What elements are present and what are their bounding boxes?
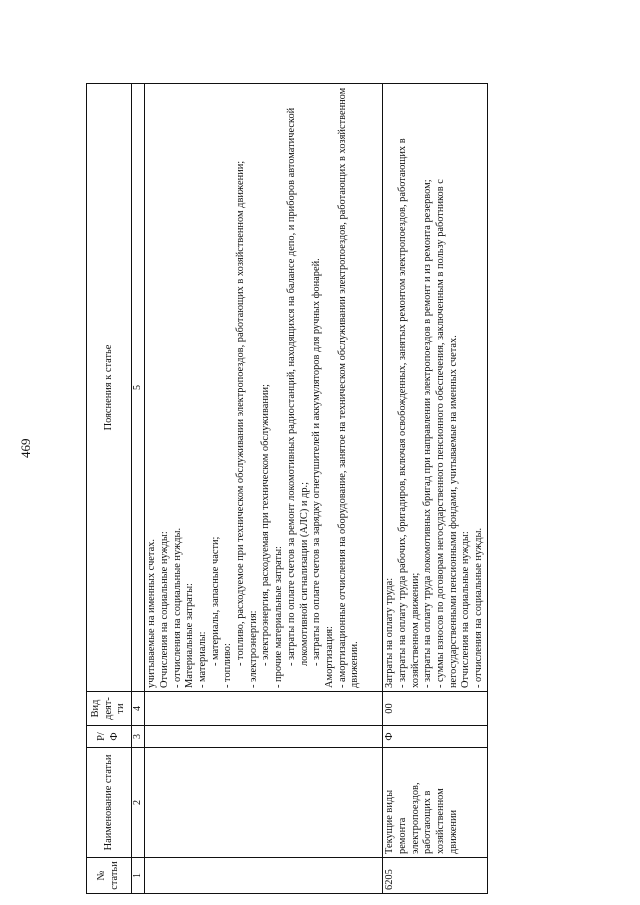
explanation-line: Амортизация: xyxy=(323,626,335,688)
header-activity: Вид деят-ти xyxy=(87,692,132,726)
explanation-line: - отчисления на социальные нужды. xyxy=(473,527,485,688)
header-pf: Р/ Ф xyxy=(87,726,132,748)
item-pf: Ф xyxy=(383,726,488,748)
item-code: 6205 xyxy=(383,858,488,894)
explanation-line: - электроэнергия: xyxy=(247,610,259,688)
table-row xyxy=(145,84,383,894)
explanation-line: - суммы взносов по договорам негосударственного пенсионного обеспечения, заключенным в пользу работников с негосударственными пенсионными фондами, учитываемые на именных счетах. xyxy=(435,179,459,688)
item-activity xyxy=(145,692,383,726)
column-number: 1 xyxy=(132,858,145,894)
explanation-line: - затраты по оплате счетов за ремонт локомотивных радиостанций, находящихся на балансе депо, и приборов автоматической локомотивной сигнализации (АЛС) и др.; xyxy=(285,107,310,666)
explanation-line: - электроэнергия, расходуемая при техническом обслуживании; xyxy=(260,384,272,666)
explanation-line: Затраты на оплату труда: xyxy=(384,577,396,688)
column-number: 4 xyxy=(132,692,145,726)
explanation-line: - затраты на оплату труда локомотивных бригад при направлении электропоездов в ремонт и из ремонта резервом; xyxy=(422,179,434,688)
table-row xyxy=(383,84,488,894)
item-explanation xyxy=(145,84,383,692)
item-name: Текущие виды ремонта электропоездов, работающих в хозяйственном движении xyxy=(383,748,488,858)
column-number: 2 xyxy=(132,748,145,858)
explanation-line: - прочие материальные затраты: xyxy=(273,546,285,688)
explanation-line: - амортизационные отчисления на оборудование, занятое на техническом обслуживании электропоездов, работающих в хозяйственном движении. xyxy=(336,87,361,688)
explanation-line: Отчисления на социальные нужды: xyxy=(158,531,170,688)
rotated-table-container xyxy=(86,84,576,894)
explanation-line: - топливо: xyxy=(222,643,234,688)
item-activity: 00 xyxy=(383,692,488,726)
column-number: 3 xyxy=(132,726,145,748)
explanation-line: Отчисления на социальные нужды: xyxy=(460,531,472,688)
explanation-line: - топливо, расходуемое при техническом обслуживании электропоездов, работающих в хозяйственном движении; xyxy=(235,160,247,666)
header-row xyxy=(87,84,132,894)
header-explanation: Пояснения к статье xyxy=(87,84,132,692)
page-number: 469 xyxy=(18,438,33,458)
explanation-line: - материалы, запасные части; xyxy=(209,536,221,666)
explanation-line: - отчисления на социальные нужды. xyxy=(171,527,183,688)
header-num: № статьи xyxy=(87,858,132,894)
column-number: 5 xyxy=(132,84,145,692)
explanation-line: - затраты по оплате счетов за зарядку огнетушителей и аккумуляторов для ручных фонарей. xyxy=(311,258,323,666)
explanation-line: - затраты на оплату труда рабочих, бригадиров, включая освобожденных, занятых ремонтом электропоездов, работающих в хозяйственном движении; xyxy=(396,138,421,688)
item-pf xyxy=(145,726,383,748)
explanation-line: учитываемые на именных счетах. xyxy=(146,539,158,688)
item-name xyxy=(145,748,383,858)
header-name: Наименование статьи xyxy=(87,748,132,858)
item-code xyxy=(145,858,383,894)
column-number-row xyxy=(132,84,145,894)
item-explanation xyxy=(383,84,488,692)
cost-items-table xyxy=(86,83,488,894)
explanation-line: - материалы: xyxy=(197,631,208,688)
explanation-line: Материальные затраты: xyxy=(184,583,196,688)
